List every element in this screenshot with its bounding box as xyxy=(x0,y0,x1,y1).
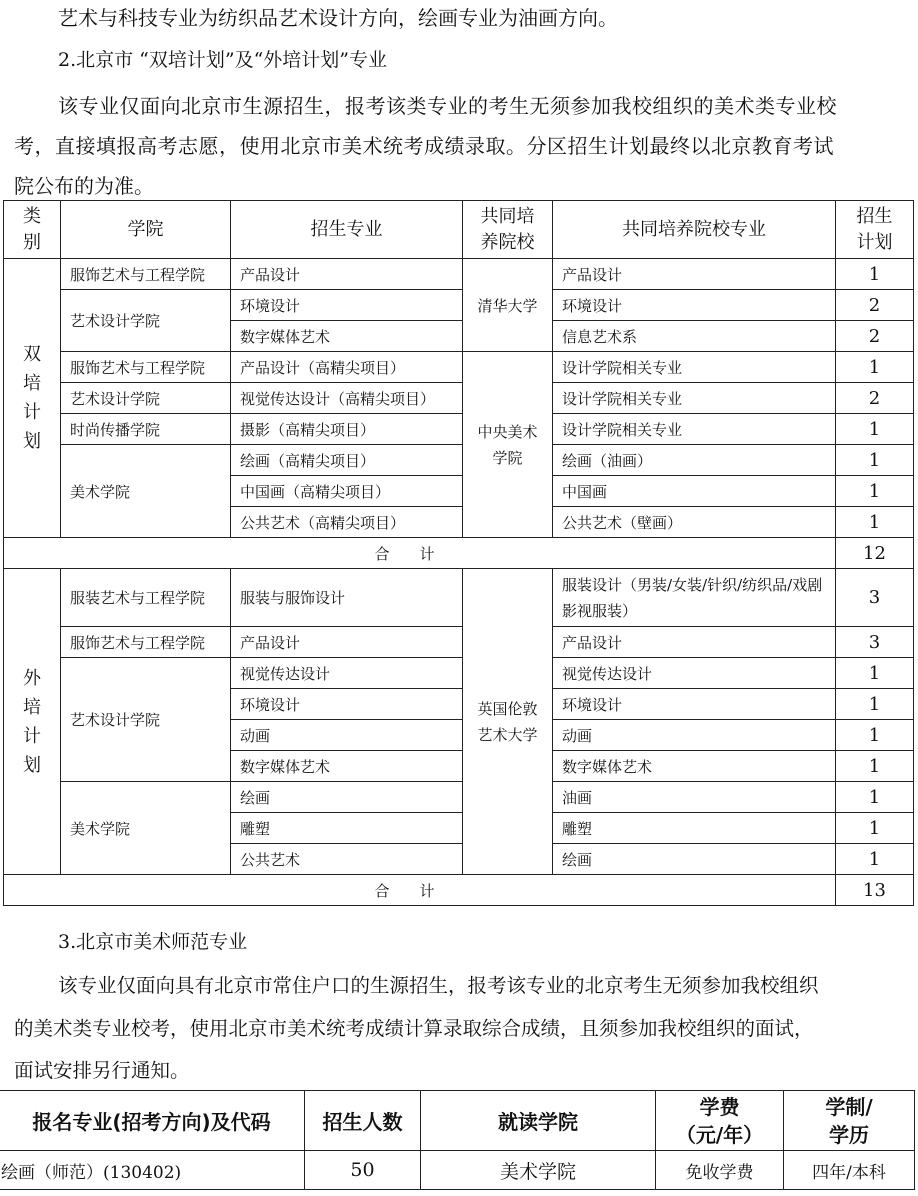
partner-major-cell: 绘画 xyxy=(553,844,836,875)
plan-cell: 1 xyxy=(836,844,914,875)
header-college: 学院 xyxy=(61,201,231,259)
college-cell: 服饰艺术与工程学院 xyxy=(61,352,231,383)
major-cell: 视觉传达设计 xyxy=(231,658,463,689)
partner-major-cell: 产品设计 xyxy=(553,259,836,290)
row-major-code: 绘画（师范）(130402) xyxy=(0,1151,305,1190)
header-major-code: 报名专业(招考方向)及代码 xyxy=(0,1091,305,1151)
partner-major-cell: 动画 xyxy=(553,720,836,751)
section2-para-line-2: 考，直接填报高考志愿，使用北京市美术统考成绩录取。分区招生计划最终以北京教育考试 xyxy=(14,134,834,158)
major-cell: 环境设计 xyxy=(231,689,463,720)
row-duration: 四年/本科 xyxy=(784,1151,915,1190)
college-cell: 时尚传播学院 xyxy=(61,414,231,445)
plan-cell: 1 xyxy=(836,414,914,445)
plan-cell: 1 xyxy=(836,720,914,751)
partner-cell: 英国伦敦艺术大学 xyxy=(463,569,553,875)
plan-cell: 2 xyxy=(836,290,914,321)
plan-cell: 1 xyxy=(836,476,914,507)
major-cell: 绘画（高精尖项目） xyxy=(231,445,463,476)
major-cell: 公共艺术 xyxy=(231,844,463,875)
major-cell: 环境设计 xyxy=(231,290,463,321)
category-shuangpei: 双 培 计 划 xyxy=(4,259,61,538)
college-cell: 美术学院 xyxy=(61,782,231,875)
section3-para-line-1: 该专业仅面向具有北京市常住户口的生源招生，报考该专业的北京考生无须参加我校组织 xyxy=(58,974,819,997)
header-partner: 共同培 养院校 xyxy=(463,201,553,259)
total-value: 12 xyxy=(836,538,914,569)
major-cell: 产品设计（高精尖项目） xyxy=(231,352,463,383)
college-cell: 艺术设计学院 xyxy=(61,383,231,414)
partner-major-cell: 设计学院相关专业 xyxy=(553,414,836,445)
partner-major-cell: 公共艺术（壁画） xyxy=(553,507,836,538)
partner-major-cell: 环境设计 xyxy=(553,290,836,321)
major-cell: 视觉传达设计（高精尖项目） xyxy=(231,383,463,414)
major-cell: 摄影（高精尖项目） xyxy=(231,414,463,445)
plan-cell: 1 xyxy=(836,782,914,813)
plan-cell: 1 xyxy=(836,689,914,720)
major-cell: 产品设计 xyxy=(231,627,463,658)
partner-major-cell: 绘画（油画） xyxy=(553,445,836,476)
plan-table xyxy=(3,200,914,906)
major-cell: 数字媒体艺术 xyxy=(231,321,463,352)
major-cell: 动画 xyxy=(231,720,463,751)
plan-cell: 3 xyxy=(836,569,914,627)
major-cell: 数字媒体艺术 xyxy=(231,751,463,782)
section2-para-line-1: 该专业仅面向北京市生源招生，报考该类专业的考生无须参加我校组织的美术类专业校 xyxy=(58,94,837,118)
college-cell: 美术学院 xyxy=(61,445,231,538)
header-plan: 招生 计划 xyxy=(836,201,914,259)
section3-para-line-2: 的美术类专业校考，使用北京市美术统考成绩计算录取综合成绩，且须参加我校组织的面试， xyxy=(14,1017,814,1040)
header-category: 类 别 xyxy=(4,201,61,259)
partner-cell: 中央美术学院 xyxy=(463,352,553,538)
header-college: 就读学院 xyxy=(421,1091,656,1151)
plan-cell: 2 xyxy=(836,321,914,352)
partner-major-cell: 设计学院相关专业 xyxy=(553,383,836,414)
major-cell: 产品设计 xyxy=(231,259,463,290)
plan-cell: 1 xyxy=(836,507,914,538)
college-cell: 服饰艺术与工程学院 xyxy=(61,627,231,658)
college-cell: 服饰艺术与工程学院 xyxy=(61,259,231,290)
partner-major-cell: 服装设计（男装/女装/针织/纺织品/戏剧影视服装） xyxy=(553,569,836,627)
intro-line: 艺术与科技专业为纺织品艺术设计方向，绘画专业为油画方向。 xyxy=(58,6,618,30)
partner-cell: 清华大学 xyxy=(463,259,553,352)
header-duration: 学制/ 学历 xyxy=(784,1091,915,1151)
plan-cell: 1 xyxy=(836,352,914,383)
college-cell: 艺术设计学院 xyxy=(61,658,231,782)
partner-major-cell: 视觉传达设计 xyxy=(553,658,836,689)
plan-cell: 3 xyxy=(836,627,914,658)
partner-major-cell: 雕塑 xyxy=(553,813,836,844)
header-tuition: 学费 （元/年） xyxy=(656,1091,784,1151)
major-cell: 服装与服饰设计 xyxy=(231,569,463,627)
section3-title: 3.北京市美术师范专业 xyxy=(58,931,248,953)
plan-cell: 2 xyxy=(836,383,914,414)
section2-para-line-3: 院公布的为准。 xyxy=(14,174,154,198)
total-label: 合计 xyxy=(4,538,836,569)
row-tuition: 免收学费 xyxy=(656,1151,784,1190)
total-label: 合计 xyxy=(4,875,836,906)
total-value: 13 xyxy=(836,875,914,906)
header-major: 招生专业 xyxy=(231,201,463,259)
partner-major-cell: 数字媒体艺术 xyxy=(553,751,836,782)
plan-cell: 1 xyxy=(836,813,914,844)
partner-major-cell: 中国画 xyxy=(553,476,836,507)
section3-para-line-3: 面试安排另行通知。 xyxy=(14,1059,190,1082)
plan-cell: 1 xyxy=(836,445,914,476)
college-cell: 服装艺术与工程学院 xyxy=(61,569,231,627)
major-cell: 中国画（高精尖项目） xyxy=(231,476,463,507)
partner-major-cell: 信息艺术系 xyxy=(553,321,836,352)
plan-cell: 1 xyxy=(836,658,914,689)
plan-cell: 1 xyxy=(836,259,914,290)
partner-major-cell: 产品设计 xyxy=(553,627,836,658)
header-partner-major: 共同培养院校专业 xyxy=(553,201,836,259)
major-cell: 雕塑 xyxy=(231,813,463,844)
partner-major-cell: 设计学院相关专业 xyxy=(553,352,836,383)
partner-major-cell: 油画 xyxy=(553,782,836,813)
row-college: 美术学院 xyxy=(421,1151,656,1190)
major-cell: 绘画 xyxy=(231,782,463,813)
header-enrollment: 招生人数 xyxy=(305,1091,421,1151)
partner-major-cell: 环境设计 xyxy=(553,689,836,720)
plan-cell: 1 xyxy=(836,751,914,782)
row-enrollment: 50 xyxy=(305,1151,421,1190)
major-cell: 公共艺术（高精尖项目） xyxy=(231,507,463,538)
college-cell: 艺术设计学院 xyxy=(61,290,231,352)
section2-title: 2.北京市 “双培计划”及“外培计划”专业 xyxy=(58,49,388,71)
normal-major-table xyxy=(0,1090,915,1190)
category-waipei: 外 培 计 划 xyxy=(4,569,61,875)
